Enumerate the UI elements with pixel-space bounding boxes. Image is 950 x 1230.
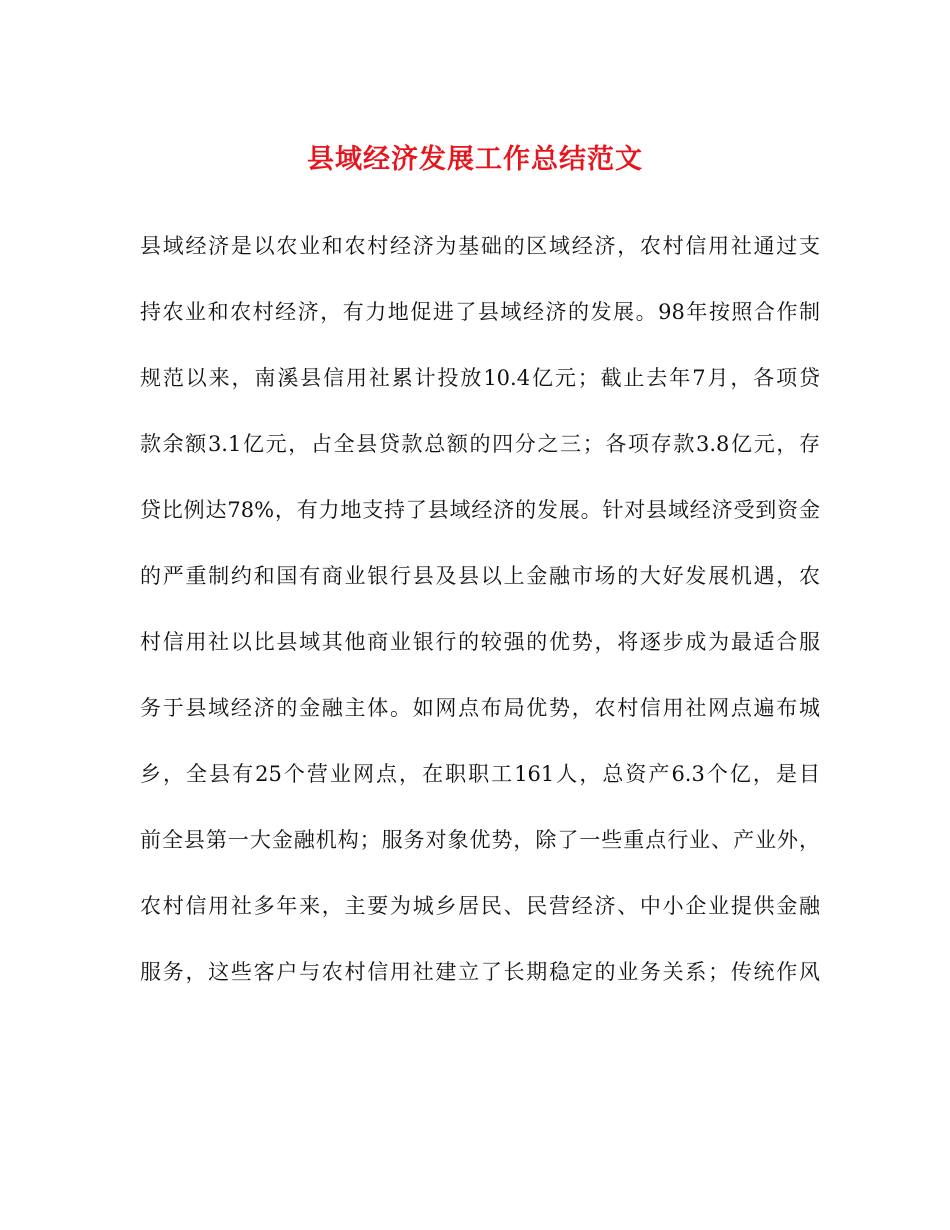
body-line: 服务，这些客户与农村信用社建立了长期稳定的业务关系；传统作风 bbox=[140, 960, 820, 984]
body-line: 务于县域经济的金融主体。如网点布局优势，农村信用社网点遍布城 bbox=[140, 696, 820, 720]
body-line: 乡，全县有25个营业网点，在职职工161人，总资产6.3个亿，是目 bbox=[140, 762, 820, 786]
body-line: 贷比例达78%，有力地支持了县域经济的发展。针对县域经济受到资金 bbox=[140, 498, 820, 522]
body-line: 前全县第一大金融机构；服务对象优势，除了一些重点行业、产业外， bbox=[140, 828, 820, 852]
body-line: 款余额3.1亿元，占全县贷款总额的四分之三；各项存款3.8亿元，存 bbox=[140, 432, 820, 456]
document-body bbox=[140, 222, 820, 1014]
body-line: 村信用社以比县域其他商业银行的较强的优势，将逐步成为最适合服 bbox=[140, 630, 820, 654]
body-line: 规范以来，南溪县信用社累计投放10.4亿元；截止去年7月，各项贷 bbox=[140, 366, 820, 390]
document-title: 县域经济发展工作总结范文 bbox=[307, 144, 643, 175]
body-line: 持农业和农村经济，有力地促进了县域经济的发展。98年按照合作制 bbox=[140, 300, 820, 324]
body-line: 的严重制约和国有商业银行县及县以上金融市场的大好发展机遇，农 bbox=[140, 564, 820, 588]
body-line: 农村信用社多年来，主要为城乡居民、民营经济、中小企业提供金融 bbox=[140, 894, 820, 918]
body-line: 县域经济是以农业和农村经济为基础的区域经济，农村信用社通过支 bbox=[140, 234, 820, 258]
